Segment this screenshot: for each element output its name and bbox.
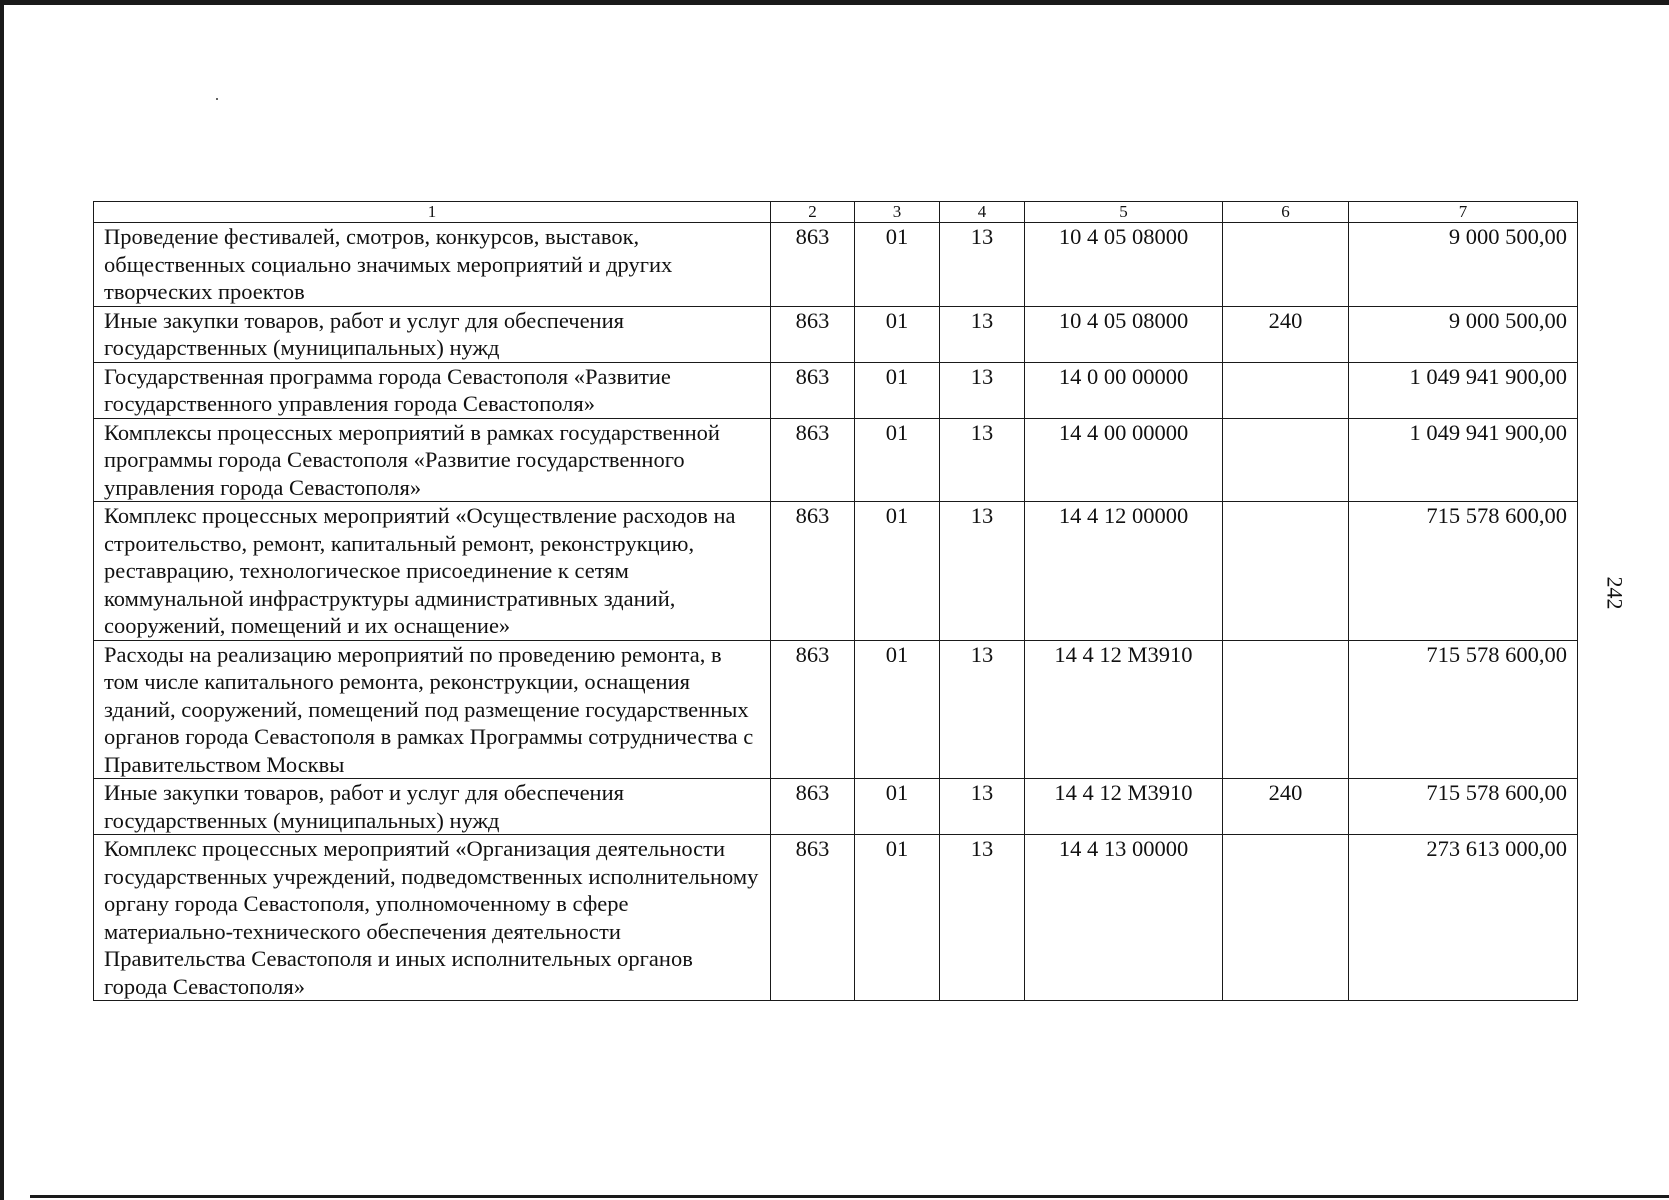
column-header-2: 2 — [771, 202, 855, 223]
column-header-6: 6 — [1223, 202, 1349, 223]
section-cell: 01 — [855, 418, 940, 502]
expense-type-cell: 240 — [1223, 779, 1349, 835]
expense-type-cell — [1223, 418, 1349, 502]
subsection-cell: 13 — [940, 418, 1025, 502]
subsection-cell: 13 — [940, 306, 1025, 362]
page-number: 242 — [1602, 576, 1628, 610]
subsection-cell: 13 — [940, 223, 1025, 307]
column-header-1: 1 — [94, 202, 771, 223]
target-item-cell: 14 4 12 00000 — [1025, 502, 1223, 641]
section-cell: 01 — [855, 640, 940, 779]
table-row — [94, 362, 1578, 418]
column-header-4: 4 — [940, 202, 1025, 223]
section-cell: 01 — [855, 779, 940, 835]
column-header-5: 5 — [1025, 202, 1223, 223]
column-header-3: 3 — [855, 202, 940, 223]
ministry-code-cell: 863 — [771, 223, 855, 307]
table-row — [94, 640, 1578, 779]
table-row — [94, 835, 1578, 1001]
amount-cell: 1 049 941 900,00 — [1349, 362, 1578, 418]
expense-type-cell — [1223, 502, 1349, 641]
scan-speck — [216, 98, 218, 100]
expense-type-cell — [1223, 362, 1349, 418]
target-item-cell: 14 4 00 00000 — [1025, 418, 1223, 502]
row-name-cell: Проведение фестивалей, смотров, конкурсов, выставок, общественных социально значимых мероприятий и других творческих проектов — [94, 223, 771, 307]
subsection-cell: 13 — [940, 779, 1025, 835]
table-row — [94, 306, 1578, 362]
table-row — [94, 779, 1578, 835]
ministry-code-cell: 863 — [771, 640, 855, 779]
section-cell: 01 — [855, 306, 940, 362]
row-name-cell: Комплекс процессных мероприятий «Организация деятельности государственных учреждений, подведомственных исполнительному органу города Севастополя, уполномоченному в сфере материально-технического обеспечения деятельности Правительства Севастополя и иных исполнительных органов города Севастополя» — [94, 835, 771, 1001]
row-name-cell: Комплексы процессных мероприятий в рамках государственной программы города Севастополя «Развитие государственного управления города Севастополя» — [94, 418, 771, 502]
amount-cell: 715 578 600,00 — [1349, 640, 1578, 779]
subsection-cell: 13 — [940, 835, 1025, 1001]
subsection-cell: 13 — [940, 640, 1025, 779]
ministry-code-cell: 863 — [771, 418, 855, 502]
header-row — [94, 202, 1578, 223]
target-item-cell: 10 4 05 08000 — [1025, 223, 1223, 307]
page-frame-top — [0, 0, 1669, 5]
section-cell: 01 — [855, 502, 940, 641]
target-item-cell: 14 4 12 M3910 — [1025, 640, 1223, 779]
ministry-code-cell: 863 — [771, 362, 855, 418]
ministry-code-cell: 863 — [771, 306, 855, 362]
section-cell: 01 — [855, 362, 940, 418]
row-name-cell: Иные закупки товаров, работ и услуг для обеспечения государственных (муниципальных) нужд — [94, 306, 771, 362]
section-cell: 01 — [855, 835, 940, 1001]
section-cell: 01 — [855, 223, 940, 307]
expense-type-cell — [1223, 835, 1349, 1001]
amount-cell: 273 613 000,00 — [1349, 835, 1578, 1001]
amount-cell: 715 578 600,00 — [1349, 502, 1578, 641]
column-header-7: 7 — [1349, 202, 1578, 223]
budget-table — [93, 201, 1578, 1001]
ministry-code-cell: 863 — [771, 779, 855, 835]
table-row — [94, 502, 1578, 641]
subsection-cell: 13 — [940, 362, 1025, 418]
target-item-cell: 14 0 00 00000 — [1025, 362, 1223, 418]
target-item-cell: 14 4 13 00000 — [1025, 835, 1223, 1001]
page-frame-bottom — [30, 1195, 1669, 1198]
target-item-cell: 14 4 12 M3910 — [1025, 779, 1223, 835]
amount-cell: 9 000 500,00 — [1349, 223, 1578, 307]
expense-type-cell — [1223, 640, 1349, 779]
row-name-cell: Иные закупки товаров, работ и услуг для обеспечения государственных (муниципальных) нужд — [94, 779, 771, 835]
row-name-cell: Комплекс процессных мероприятий «Осуществление расходов на строительство, ремонт, капитальный ремонт, реконструкцию, реставрацию, технологическое присоединение к сетям коммунальной инфраструктуры административных зданий, сооружений, помещений и их оснащение» — [94, 502, 771, 641]
expense-type-cell — [1223, 223, 1349, 307]
page-frame-left — [0, 0, 4, 1200]
ministry-code-cell: 863 — [771, 835, 855, 1001]
ministry-code-cell: 863 — [771, 502, 855, 641]
target-item-cell: 10 4 05 08000 — [1025, 306, 1223, 362]
expense-type-cell: 240 — [1223, 306, 1349, 362]
amount-cell: 715 578 600,00 — [1349, 779, 1578, 835]
amount-cell: 9 000 500,00 — [1349, 306, 1578, 362]
amount-cell: 1 049 941 900,00 — [1349, 418, 1578, 502]
row-name-cell: Государственная программа города Севастополя «Развитие государственного управления города Севастополя» — [94, 362, 771, 418]
table-row — [94, 223, 1578, 307]
subsection-cell: 13 — [940, 502, 1025, 641]
row-name-cell: Расходы на реализацию мероприятий по проведению ремонта, в том числе капитального ремонта, реконструкции, оснащения зданий, сооружений, помещений под размещение государственных органов города Севастополя в рамках Программы сотрудничества с Правительством Москвы — [94, 640, 771, 779]
table-row — [94, 418, 1578, 502]
